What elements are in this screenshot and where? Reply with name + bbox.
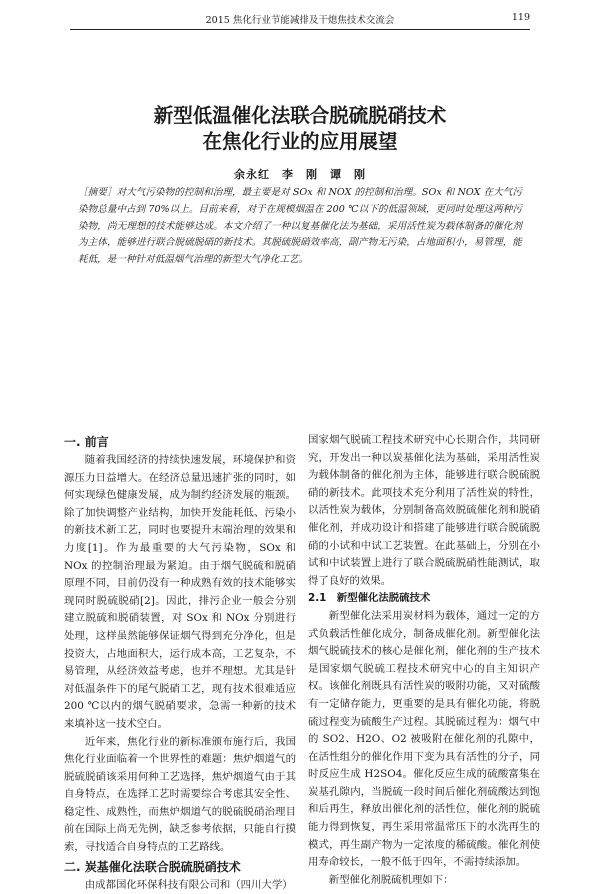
subsection-heading-2-1: 2.1 新型催化法脱硫技术 [308,592,431,605]
article-title [60,103,540,155]
technology-paragraph-continued: 国家烟气脱硫工程技术研究中心长期合作，共同研究，开发出一种以炭基催化法为基础，采用活性炭为载体制备的催化剂为主体，能够进行联合脱硫脱硝的新技术。此项技术充分利用了活性炭的特性，以活性炭为载体，分别制备高效脱硫催化剂和脱硝催化剂，并成功设计和搭建了能够进行联合脱硫脱硝的小试和中试工艺装置。在此基础上，分别在小试和中试装置上进行了联合脱硫脱硝性能测试，取得了良好的效果。 [308,434,540,587]
desulfurization-paragraph: 新型催化法采用炭材料为载体，通过一定的方式负载活性催化成分，制备成催化剂。新型催化法烟气脱硫技术的核心是催化剂，催化剂的生产技术是国家烟气脱硫工程技术研究中心的自主知识产权。该催化剂既具有活性炭的吸附功能，又对硫酸有一定储存能力，更重要的是具有催化功能，将脱硫过程变为硫酸生产过程。其脱硫过程为：烟气中的 SO2、H2O、O2 被吸附在催化剂的孔隙中，在活性组分的催化作用下变为具有活性的分子，同时反应生成 H2SO4。催化反应生成的硫酸富集在炭基孔隙内，当脱硫一段时间后催化剂硫酸达到饱和后再生，释放出催化剂的活性位，催化剂的脱硫能力得到恢复，再生采用常温常压下的水洗再生的模式，再生副产物为一定浓度的稀硫酸。催化剂使用寿命较长，一般不低于四年，不需持续添加。 [308,609,540,869]
title-line-1: 新型低温催化法联合脱硫脱硝技术 [153,104,447,127]
technology-paragraph-1: 由成都国化环保科技有限公司和（四川大学） [84,878,293,891]
intro-paragraph-1: 随着我国经济的持续快速发展，环境保护和资源压力日益增大。在经济总量迅速扩张的同时，如何实现绿色健康发展，成为制约经济发展的瓶颈。除了加快调整产业结构，加快开发能耗低、污染小的新技术新工艺，同时也要提升末端治理的效果和力度[1]。作为最重要的大气污染物，SOx 和 NOx 的控制治理最为紧迫。由于烟气脱硫和脱硝原理不同，目前仍没有一种成熟有效的技术能够实现同时脱硫脱硝[2]。因此，排污企业一般会分别建立脱硫和脱硝装置，对 SOx 和 NOx 分别进行处理，这样虽然能够保证烟气得到充分净化，但是投资大，占地面积大，运行成本高，工艺复杂，不易管理，从经济效益考虑，也并不理想。尤其是针对低温条件下的尾气脱硝工艺，现有技术很难适应 200 ℃以内的烟气脱硝要求，急需一种新的技术来填补这一技术空白。 [64,454,296,730]
abstract: ［摘要］对大气污染物的控制和治理，最主要是对 SOx 和 NOX 的控制和治理。SOx 和 NOX 在大气污染物总量中占到 70%以上。目前来看，对于在规模烟温在 200 ℃以下的低温领域，更同时处理这两种污染物，尚无理想的技术能够达成。本文介绍了一种以复基催化法为基础，采用活性炭为载体制备的催化剂为主体，能够进行联合脱硫脱硝的新技术。其脱硫脱硝效率高，副产物无污染，占地面积小，易管理，能耗低，是一种针对低温烟气治理的新型大气净化工艺。 [78,187,522,266]
running-title: 2015 焦化行业节能减排及干熄焦技术交流会 [205,15,395,26]
title-line-2: 在焦化行业的应用展望 [202,130,398,153]
header-rule [70,29,530,30]
running-header [70,12,530,28]
intro-paragraph-2: 近年来，焦化行业的新标准颁布施行后，我国焦化行业面临着一个世界性的难题：焦炉烟道气的脱硫脱硝该采用何种工艺选择，焦炉烟道气由于其自身特点，在选择工艺时需要综合考虑其安全性、稳定性、成熟性，而焦炉烟道气的脱硫脱硝治理目前在国际上尚无先例，缺乏参考依据，只能自行摸索，寻找适合自身特点的工艺路线。 [64,735,296,854]
authors: 余永红 李 刚 谭 刚 [234,168,366,181]
section-heading-intro: 一. 前言 [64,435,109,449]
mechanism-intro: 新型催化剂脱硫机理如下： [328,873,454,886]
right-column [308,432,540,889]
left-column [64,432,296,894]
page-number: 119 [511,12,530,23]
section-heading-technology: 二. 炭基催化法联合脱硫脱硝技术 [64,859,241,874]
